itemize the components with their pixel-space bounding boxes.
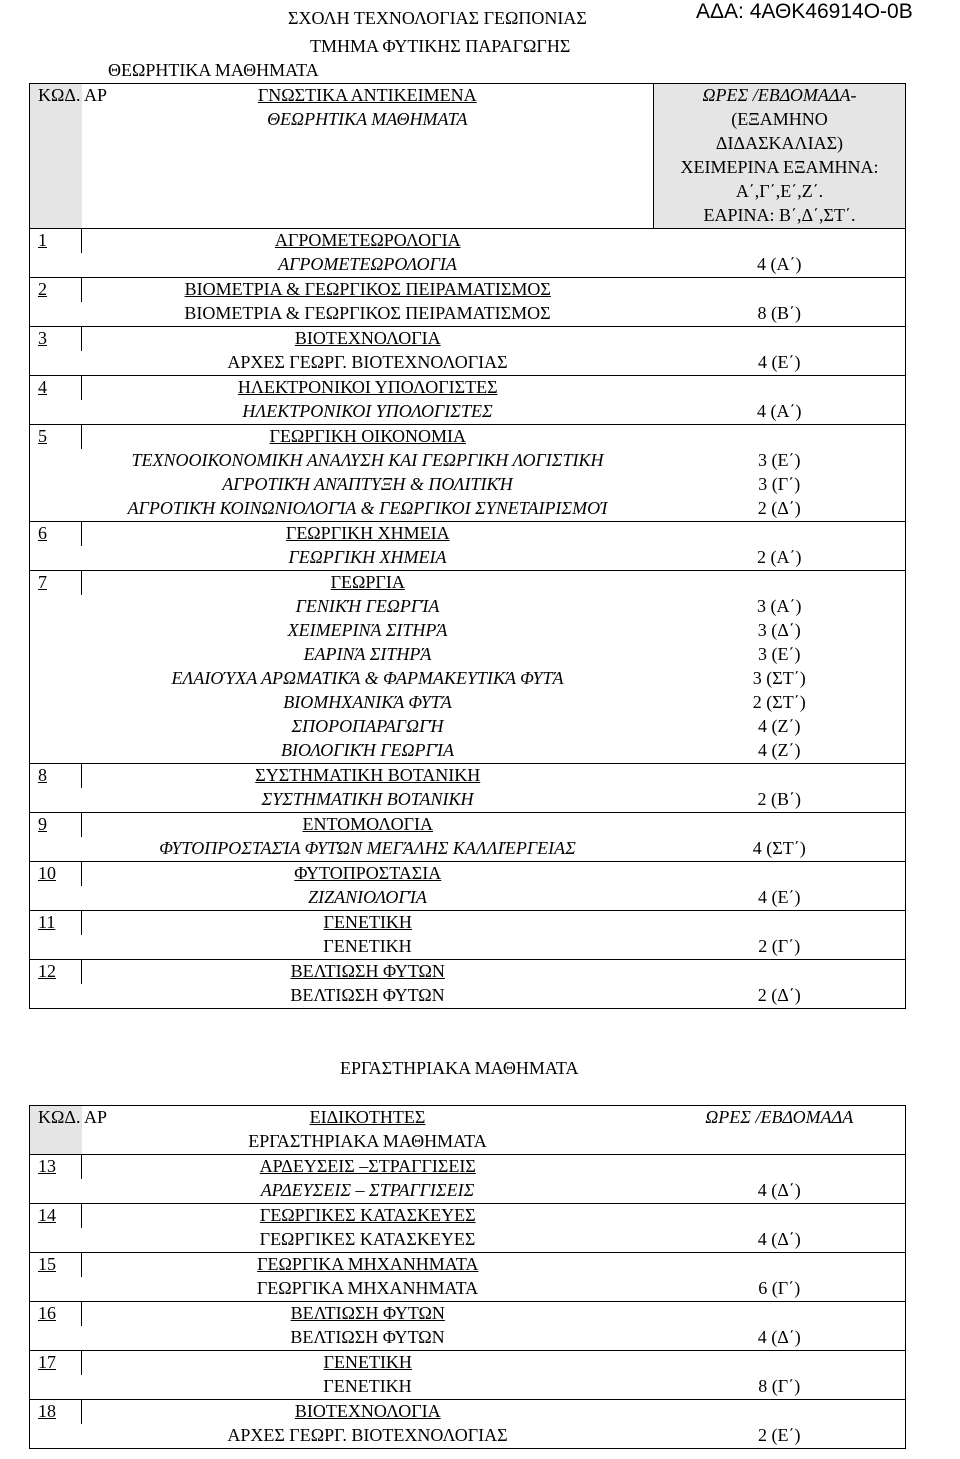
lab-course-hours: 6 (Γ΄) <box>654 1277 906 1302</box>
subject-name: ΒΙΟΜΕΤΡΙΑ & ΓΕΩΡΓΙΚΟΣ ΠΕΙΡΑΜΑΤΙΣΜΟΣ <box>82 278 654 303</box>
course-row <box>30 715 906 739</box>
course-name: ΓΕΝΙΚΉ ΓΕΩΡΓΊΑ <box>295 596 440 616</box>
lab-subject-name: ΓΕΩΡΓΙΚΕΣ ΚΑΤΑΣΚΕΥΕΣ <box>82 1204 654 1229</box>
course-code-empty <box>30 739 82 764</box>
subject-name: ΑΓΡΟΜΕΤΕΩΡΟΛΟΓΙΑ <box>82 229 654 254</box>
lab-group-row <box>30 1351 906 1376</box>
course-row <box>30 449 906 473</box>
lab-group-row <box>30 1204 906 1229</box>
theory-header-row <box>30 108 906 132</box>
subject-name: ΕΝΤΟΜΟΛΟΓΙΑ <box>82 813 654 838</box>
theory-header-row <box>30 84 906 109</box>
ada-code: ΑΔΑ: 4ΑΘΚ46914Ο-0Β <box>696 0 913 23</box>
course-name: ΧΕΙΜΕΡΙΝΆ ΣΙΤΗΡΆ <box>287 620 448 640</box>
subject-hours-empty <box>654 376 906 401</box>
lab-group-row <box>30 1155 906 1180</box>
course-name: ΓΕΝΕΤΙΚΗ <box>323 936 412 956</box>
school-title: ΣΧΟΛΗ ΤΕΧΝΟΛΟΓΙΑΣ ΓΕΩΠΟΝΙΑΣ <box>288 8 587 28</box>
course-code-empty <box>30 619 82 643</box>
theory-header-row <box>30 132 906 156</box>
course-code-empty <box>30 351 82 376</box>
lab-code: 14 <box>30 1204 82 1229</box>
course-code-empty <box>30 935 82 960</box>
lab-course-row <box>30 1375 906 1400</box>
subject-hours-empty <box>654 425 906 450</box>
course-code-empty <box>30 595 82 619</box>
lab-course-code-empty <box>30 1179 82 1204</box>
lab-course-name: ΓΕΩΡΓΙΚΕΣ ΚΑΤΑΣΚΕΥΕΣ <box>259 1229 476 1249</box>
lab-course-row <box>30 1179 906 1204</box>
course-hours: 3 (Ε΄) <box>654 643 906 667</box>
hours-column-header-1: ΩΡΕΣ /ΕΒΔΟΜΑΔΑ- <box>654 84 906 109</box>
lab-course-hours: 8 (Γ΄) <box>654 1375 906 1400</box>
course-hours: 2 (Β΄) <box>654 788 906 813</box>
code-column-header: ΚΩΔ. ΑΡ <box>30 84 82 109</box>
subject-group-row <box>30 376 906 401</box>
subject-hours-empty <box>654 278 906 303</box>
course-hours: 2 (Α΄) <box>654 546 906 571</box>
theory-header-row <box>30 156 906 180</box>
course-row <box>30 788 906 813</box>
course-hours: 4 (Ζ΄) <box>654 715 906 739</box>
course-code-empty <box>30 691 82 715</box>
course-hours: 8 (Β΄) <box>654 302 906 327</box>
course-hours: 4 (Α΄) <box>654 253 906 278</box>
lab-hours-empty <box>654 1204 906 1229</box>
lab-subject-column-subheader: ΕΡΓΑΣΤΗΡΙΑΚΑ ΜΑΘΗΜΑΤΑ <box>248 1131 487 1151</box>
subject-group-row <box>30 327 906 352</box>
lab-subject-column-header: ΕΙΔΙΚΟΤΗΤΕΣ <box>82 1106 654 1131</box>
course-row <box>30 400 906 425</box>
subject-code: 7 <box>30 571 82 596</box>
lab-course-name: ΑΡΔΕΥΣΕΙΣ – ΣΤΡΑΓΓΙΣΕΙΣ <box>260 1180 475 1200</box>
course-code-empty <box>30 643 82 667</box>
course-hours: 3 (ΣΤ΄) <box>654 667 906 691</box>
course-hours: 4 (Α΄) <box>654 400 906 425</box>
lab-code: 15 <box>30 1253 82 1278</box>
lab-code: 16 <box>30 1302 82 1327</box>
course-code-empty <box>30 886 82 911</box>
lab-hours-empty <box>654 1302 906 1327</box>
lab-course-row <box>30 1228 906 1253</box>
theory-section-title: ΘΕΩΡΗΤΙΚΑ ΜΑΘΗΜΑΤΑ <box>108 60 319 80</box>
lab-course-name: ΒΕΛΤΙΩΣΗ ΦΥΤΩΝ <box>290 1327 445 1347</box>
subject-group-row <box>30 862 906 887</box>
lab-hours-empty <box>654 1351 906 1376</box>
course-hours: 3 (Δ΄) <box>654 619 906 643</box>
course-name: ΒΕΛΤΙΩΣΗ ΦΥΤΩΝ <box>82 984 654 1009</box>
course-row <box>30 886 906 911</box>
lab-code: 18 <box>30 1400 82 1425</box>
course-name: ΖΙΖΑΝΙΟΛΟΓΊΑ <box>308 887 427 907</box>
subject-group-row <box>30 278 906 303</box>
subject-name: ΦΥΤΟΠΡΟΣΤΑΣΙΑ <box>82 862 654 887</box>
lab-group-row <box>30 1253 906 1278</box>
course-hours: 2 (Γ΄) <box>654 935 906 960</box>
subject-code: 1 <box>30 229 82 254</box>
subject-hours-empty <box>654 862 906 887</box>
theory-courses-table <box>29 83 906 1009</box>
lab-subject-name: ΓΕΩΡΓΙΚΑ ΜΗΧΑΝΗΜΑΤΑ <box>82 1253 654 1278</box>
course-code-empty <box>30 715 82 739</box>
subject-name: ΓΕΩΡΓΙΑ <box>82 571 654 596</box>
subject-name: ΓΕΝΕΤΙΚΗ <box>82 911 654 936</box>
course-row <box>30 497 906 522</box>
course-name: ΣΠΟΡΟΠΑΡΑΓΩΓΉ <box>291 716 444 736</box>
course-hours: 4 (Ε΄) <box>654 351 906 376</box>
lab-hours-column-header: ΩΡΕΣ /ΕΒΔΟΜΑΔΑ <box>654 1106 906 1131</box>
lab-subject-name: ΒΙΟΤΕΧΝΟΛΟΓΙΑ <box>82 1400 654 1425</box>
lab-course-code-empty <box>30 1375 82 1400</box>
subject-hours-empty <box>654 813 906 838</box>
course-code-empty <box>30 497 82 522</box>
lab-header-row <box>30 1130 906 1155</box>
subject-hours-empty <box>654 229 906 254</box>
course-name: ΑΓΡΟΜΕΤΕΩΡΟΛΟΓΙΑ <box>278 254 457 274</box>
hours-column-header-4: ΧΕΙΜΕΡΙΝΑ ΕΞΑΜΗΝΑ: <box>654 156 906 180</box>
subject-code: 6 <box>30 522 82 547</box>
course-hours: 2 (ΣΤ΄) <box>654 691 906 715</box>
lab-course-code-empty <box>30 1326 82 1351</box>
subject-hours-empty <box>654 764 906 789</box>
course-hours: 4 (Ε΄) <box>654 886 906 911</box>
course-row <box>30 351 906 376</box>
course-name: ΕΛΑΙΟΎΧΑ ΑΡΩΜΑΤΙΚΆ & ΦΑΡΜΑΚΕΥΤΙΚΆ ΦΥΤΆ <box>171 668 564 688</box>
subject-column-subheader: ΘΕΩΡΗΤΙΚΑ ΜΑΘΗΜΑΤΑ <box>267 109 468 129</box>
lab-subject-name: ΓΕΝΕΤΙΚΗ <box>82 1351 654 1376</box>
lab-group-row <box>30 1302 906 1327</box>
course-hours: 4 (ΣΤ΄) <box>654 837 906 862</box>
subject-code: 4 <box>30 376 82 401</box>
course-code-empty <box>30 449 82 473</box>
course-hours: 3 (Γ΄) <box>654 473 906 497</box>
lab-subject-name: ΒΕΛΤΙΩΣΗ ΦΥΤΩΝ <box>82 1302 654 1327</box>
lab-header-row <box>30 1106 906 1131</box>
course-hours: 4 (Ζ΄) <box>654 739 906 764</box>
course-row <box>30 302 906 327</box>
lab-course-name: ΑΡΧΕΣ ΓΕΩΡΓ. ΒΙΟΤΕΧΝΟΛΟΓΙΑΣ <box>82 1424 654 1449</box>
lab-section-title: ΕΡΓΑΣΤΗΡΙΑΚΑ ΜΑΘΗΜΑΤΑ <box>340 1058 579 1078</box>
subject-group-row <box>30 813 906 838</box>
subject-code: 8 <box>30 764 82 789</box>
subject-code: 11 <box>30 911 82 936</box>
lab-course-hours: 4 (Δ΄) <box>654 1326 906 1351</box>
course-name: ΣΥΣΤΗΜΑΤΙΚΗ ΒΟΤΑΝΙΚΗ <box>261 789 474 809</box>
course-name: ΑΡΧΕΣ ΓΕΩΡΓ. ΒΙΟΤΕΧΝΟΛΟΓΙΑΣ <box>227 352 508 372</box>
subject-code: 9 <box>30 813 82 838</box>
course-hours: 2 (Δ΄) <box>654 497 906 522</box>
lab-course-name: ΓΕΩΡΓΙΚΑ ΜΗΧΑΝΗΜΑΤΑ <box>256 1278 479 1298</box>
subject-code: 12 <box>30 960 82 985</box>
course-code-empty <box>30 546 82 571</box>
hours-column-header-6: ΕΑΡΙΝΑ: Β΄,Δ΄,ΣΤ΄. <box>654 204 906 229</box>
course-row <box>30 595 906 619</box>
course-name: ΓΕΩΡΓΙΚΗ ΧΗΜΕΙΑ <box>288 547 447 567</box>
course-code-empty <box>30 837 82 862</box>
lab-hours-empty <box>654 1253 906 1278</box>
hours-column-header-2: (ΕΞΑΜΗΝΟ <box>654 108 906 132</box>
subject-name: ΒΕΛΤΙΩΣΗ ΦΥΤΩΝ <box>82 960 654 985</box>
course-row <box>30 739 906 764</box>
subject-name: ΣΥΣΤΗΜΑΤΙΚΗ ΒΟΤΑΝΙΚΗ <box>82 764 654 789</box>
course-row <box>30 935 906 960</box>
subject-name: ΓΕΩΡΓΙΚΗ ΧΗΜΕΙΑ <box>82 522 654 547</box>
lab-course-row <box>30 1326 906 1351</box>
hours-column-header-3: ΔΙΔΑΣΚΑΛΙΑΣ) <box>654 132 906 156</box>
subject-hours-empty <box>654 960 906 985</box>
lab-subject-name: ΑΡΔΕΥΣΕΙΣ –ΣΤΡΑΓΓΙΣΕΙΣ <box>82 1155 654 1180</box>
course-row <box>30 473 906 497</box>
course-code-empty <box>30 473 82 497</box>
subject-group-row <box>30 229 906 254</box>
course-name: ΑΓΡΟΤΙΚΉ ΑΝΆΠΤΥΞΗ & ΠΟΛΙΤΙΚΉ <box>222 474 513 494</box>
course-code-empty <box>30 667 82 691</box>
subject-hours-empty <box>654 911 906 936</box>
course-name: ΗΛΕΚΤΡΟΝΙΚΟΙ ΥΠΟΛΟΓΙΣΤΕΣ <box>242 401 493 421</box>
lab-hours-empty <box>654 1400 906 1425</box>
course-name: ΒΙΟΛΟΓΙΚΉ ΓΕΩΡΓΊΑ <box>281 740 454 760</box>
subject-code: 2 <box>30 278 82 303</box>
subject-hours-empty <box>654 522 906 547</box>
subject-group-row <box>30 571 906 596</box>
lab-code: 17 <box>30 1351 82 1376</box>
course-row <box>30 837 906 862</box>
course-code-empty <box>30 253 82 278</box>
course-row <box>30 984 906 1009</box>
lab-code: 13 <box>30 1155 82 1180</box>
course-row <box>30 691 906 715</box>
hours-column-header-5: Α΄,Γ΄,Ε΄,Ζ΄. <box>654 180 906 204</box>
department-title: ΤΜΗΜΑ ΦΥΤΙΚΗΣ ΠΑΡΑΓΩΓΗΣ <box>310 36 571 56</box>
lab-course-row <box>30 1424 906 1449</box>
subject-hours-empty <box>654 571 906 596</box>
course-name: ΕΑΡΙΝΆ ΣΙΤΗΡΆ <box>303 644 432 664</box>
lab-course-hours: 4 (Δ΄) <box>654 1228 906 1253</box>
course-row <box>30 546 906 571</box>
course-code-empty <box>30 788 82 813</box>
course-name: ΤΕΧΝΟΟΙΚΟΝΟΜΙΚΗ ΑΝΑΛΥΣΗ ΚΑΙ ΓΕΩΡΓΙΚΗ ΛΟΓΙΣΤΙΚΗ <box>131 450 604 470</box>
lab-course-code-empty <box>30 1277 82 1302</box>
subject-name: ΒΙΟΤΕΧΝΟΛΟΓΙΑ <box>82 327 654 352</box>
course-code-empty <box>30 302 82 327</box>
course-row <box>30 667 906 691</box>
course-row <box>30 643 906 667</box>
subject-name: ΓΕΩΡΓΙΚΗ ΟΙΚΟΝΟΜΙΑ <box>82 425 654 450</box>
lab-courses-table <box>29 1105 906 1449</box>
lab-course-hours: 2 (Ε΄) <box>654 1424 906 1449</box>
course-name: ΒΙΟΜΕΤΡΙΑ & ΓΕΩΡΓΙΚΟΣ ΠΕΙΡΑΜΑΤΙΣΜΟΣ <box>184 303 551 323</box>
lab-course-code-empty <box>30 1424 82 1449</box>
course-name: ΦΥΤΟΠΡΟΣΤΑΣΊΑ ΦΥΤΏΝ ΜΕΓΆΛΗΣ ΚΑΛΛΙΈΡΓΕΙΑΣ <box>159 838 576 858</box>
course-hours: 3 (Α΄) <box>654 595 906 619</box>
lab-code-column-header: ΚΩΔ. ΑΡ <box>30 1106 82 1131</box>
subject-group-row <box>30 911 906 936</box>
lab-group-row <box>30 1400 906 1425</box>
course-code-empty <box>30 400 82 425</box>
subject-column-header: ΓΝΩΣΤΙΚΑ ΑΝΤΙΚΕΙΜΕΝΑ <box>82 84 654 109</box>
course-name: ΑΓΡΟΤΙΚΉ ΚΟΙΝΩΝΙΟΛΟΓΊΑ & ΓΕΩΡΓΙΚΟΙ ΣΥΝΕΤΑΙΡΙΣΜΟΊ <box>127 498 608 518</box>
subject-group-row <box>30 960 906 985</box>
lab-course-name: ΓΕΝΕΤΙΚΗ <box>323 1376 412 1396</box>
course-hours: 3 (Ε΄) <box>654 449 906 473</box>
course-hours: 2 (Δ΄) <box>654 984 906 1009</box>
lab-course-hours: 4 (Δ΄) <box>654 1179 906 1204</box>
lab-course-code-empty <box>30 1228 82 1253</box>
lab-course-row <box>30 1277 906 1302</box>
subject-name: ΗΛΕΚΤΡΟΝΙΚΟΙ ΥΠΟΛΟΓΙΣΤΕΣ <box>82 376 654 401</box>
course-row <box>30 253 906 278</box>
theory-header-row <box>30 180 906 204</box>
theory-header-row <box>30 204 906 229</box>
subject-code: 10 <box>30 862 82 887</box>
subject-hours-empty <box>654 327 906 352</box>
lab-hours-empty <box>654 1155 906 1180</box>
course-code-empty <box>30 984 82 1009</box>
course-name: ΒΙΟΜΗΧΑΝΙΚΆ ΦΥΤΆ <box>283 692 452 712</box>
subject-group-row <box>30 764 906 789</box>
subject-group-row <box>30 522 906 547</box>
course-row <box>30 619 906 643</box>
subject-group-row <box>30 425 906 450</box>
subject-code: 3 <box>30 327 82 352</box>
subject-code: 5 <box>30 425 82 450</box>
